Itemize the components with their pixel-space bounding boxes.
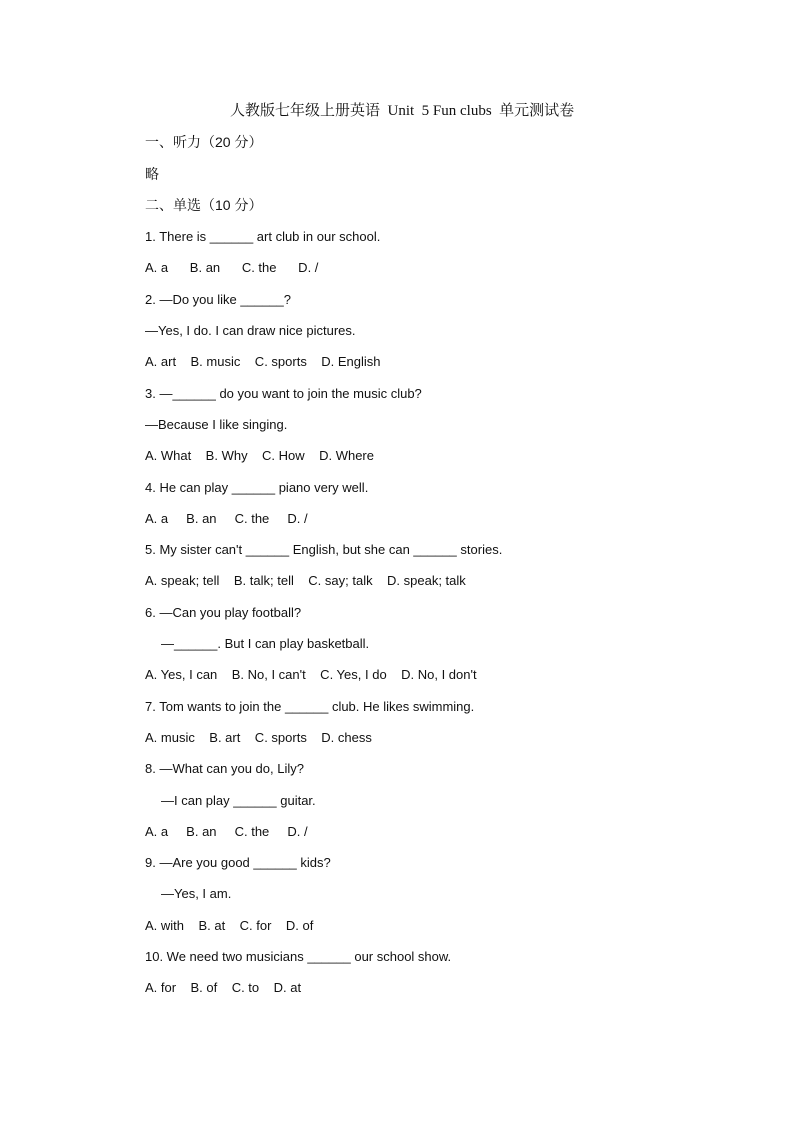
question-stem: 6. —Can you play football?	[145, 604, 302, 620]
question-options: A. music B. art C. sports D. chess	[145, 729, 372, 745]
question-reply: —Because I like singing.	[145, 416, 288, 432]
question-options: A. a B. an C. the D. /	[145, 260, 319, 276]
question-reply: —I can play ______ guitar.	[161, 792, 316, 808]
question-list	[145, 221, 665, 1003]
question-options: A. with B. at C. for D. of	[145, 917, 314, 933]
question-reply: —______. But I can play basketball.	[161, 636, 370, 652]
question-stem: 9. —Are you good ______ kids?	[145, 855, 331, 871]
question-reply: —Yes, I do. I can draw nice pictures.	[145, 323, 356, 339]
question-stem: 3. —______ do you want to join the music club?	[145, 385, 422, 401]
section-content-omitted: 略	[145, 165, 159, 182]
question-stem: 7. Tom wants to join the ______ club. He likes swimming.	[145, 698, 475, 714]
question-options: A. art B. music C. sports D. English	[145, 354, 381, 370]
question-options: A. speak; tell B. talk; tell C. say; talk D. speak; talk	[145, 573, 466, 589]
question-stem: 5. My sister can't ______ English, but she can ______ stories.	[145, 542, 503, 558]
question-stem: 10. We need two musicians ______ our school show.	[145, 949, 452, 965]
question-options: A. a B. an C. the D. /	[145, 823, 308, 839]
question-stem: 2. —Do you like ______?	[145, 291, 291, 307]
page-title: 人教版七年级上册英语 Unit 5 Fun clubs 单元测试卷	[230, 103, 575, 119]
question-stem: 4. He can play ______ piano very well.	[145, 479, 369, 495]
exam-page	[145, 96, 665, 1004]
question-stem: 8. —What can you do, Lily?	[145, 761, 304, 777]
question-options: A. Yes, I can B. No, I can't C. Yes, I do D. No, I don't	[145, 667, 477, 683]
question-reply: —Yes, I am.	[161, 886, 232, 902]
section-heading-single-choice: 二、单选（10 分）	[145, 196, 263, 213]
question-options: A. What B. Why C. How D. Where	[145, 448, 374, 464]
section-heading-listening: 一、听力（20 分）	[145, 134, 263, 151]
question-stem: 1. There is ______ art club in our school.	[145, 229, 381, 245]
question-options: A. a B. an C. the D. /	[145, 510, 308, 526]
question-options: A. for B. of C. to D. at	[145, 980, 302, 996]
